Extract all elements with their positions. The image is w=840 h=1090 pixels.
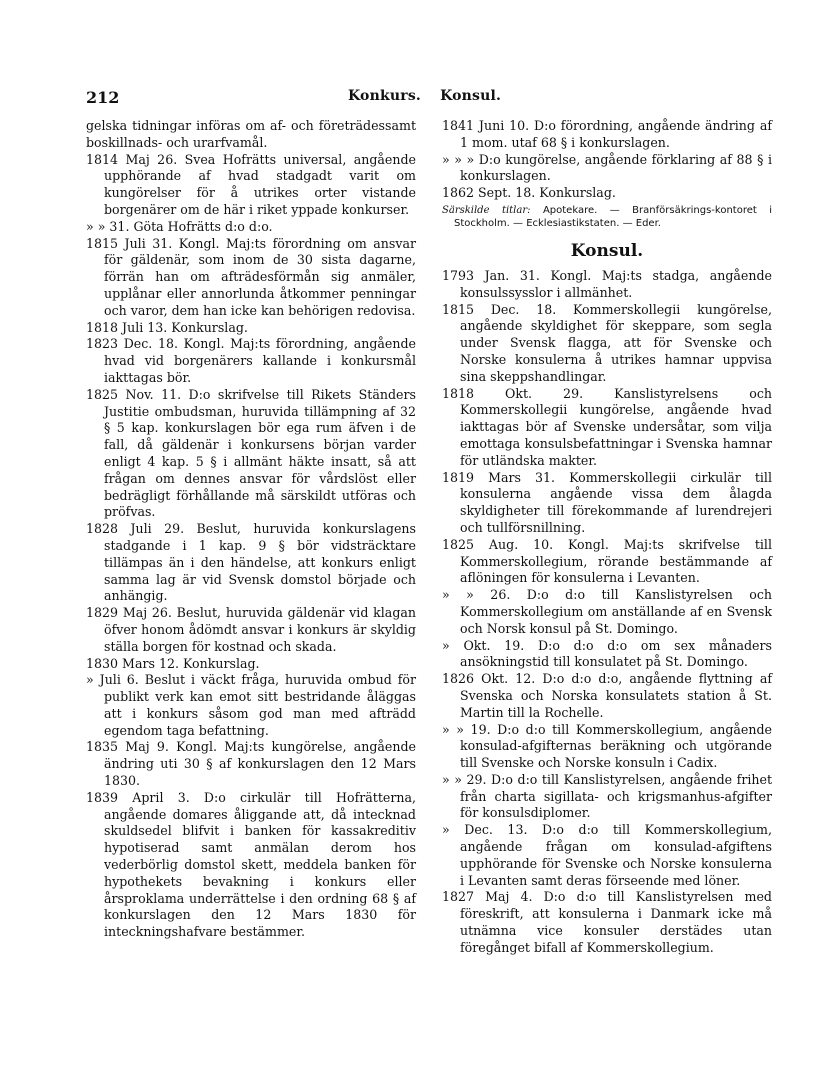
- running-title: [348, 88, 515, 104]
- note-text: Apotekare. — Branförsäkrings-kontoret i Stockholm. — Ecklesiastikstaten. — Eder.: [454, 204, 773, 229]
- entry: 1819 Mars 31. Kommerskollegii cirkulär till konsulerna angående vissa dem ålagda skyldigheter till förekommande af lurendrejeri och tullförsnillning.: [442, 469, 772, 535]
- entry: » » » D:o kungörelse, angående förklaring af 88 § i konkurslagen.: [442, 151, 772, 184]
- entry: 1841 Juni 10. D:o förordning, angående ändring af 1 mom. utaf 68 § i konkurslagen.: [442, 118, 772, 150]
- entry: » Okt. 19. D:o d:o d:o om sex månaders ansökningstid till konsulatet på St. Domingo.: [442, 637, 772, 670]
- entry: » Dec. 13. D:o d:o till Kommerskollegium, angående frågan om konsulad-afgiftens upphörande för Svenske och Norske konsulerna i Levanten samt deras förseende med löner.: [442, 822, 772, 888]
- entry: » » 31. Göta Hofrätts d:o d:o.: [86, 218, 273, 234]
- entry: 1815 Dec. 18. Kommerskollegii kungörelse, angående skyldighet för skeppare, som segla under Svensk flagga, att för Svenske och Norske konsulerna å utrikes hamnar uppvisa sina skeppshandlingar.: [442, 301, 772, 384]
- entry: 1828 Juli 29. Beslut, huruvida konkurslagens stadgande i 1 kap. 9 § bör vidsträcktare tillämpas än i den händelse, att konkurs enligt samma lag är vid Svensk domstol började och anhängig.: [86, 521, 416, 604]
- entry: » » 29. D:o d:o till Kanslistyrelsen, angående frihet från charta sigillata- och krigsmanhus-afgifter för konsulsdiplomer.: [442, 771, 772, 821]
- left-column: [86, 118, 416, 941]
- entry: 1815 Juli 31. Kongl. Maj:ts förordning om ansvar för gäldenär, som inom de 30 sista dagarne, förrän han om afträdesförmån sig anmäler, upplånar eller annorlunda åtkommer penningar och varor, dem han icke kan behörigen redovisa.: [86, 235, 416, 318]
- right-column-top: [442, 118, 772, 202]
- entry: 1814 Maj 26. Svea Hofrätts universal, angående upphörande af hvad stadgadt varit om kungörelser för å utrikes orter vistande borgenärer om de här i riket yppade konkurser.: [86, 151, 416, 217]
- right-column-bottom: [442, 268, 772, 957]
- entry: » » 26. D:o d:o till Kanslistyrelsen och Kommerskollegium om anställande af en Svensk och Norsk konsul på St. Domingo.: [442, 587, 772, 636]
- entry: 1835 Maj 9. Kongl. Maj:ts kungörelse, angående ändring uti 30 § af konkurslagen den 12 Mars 1830.: [86, 739, 416, 789]
- right-column: [442, 118, 772, 957]
- entry: 1862 Sept. 18. Konkurslag.: [442, 185, 616, 201]
- entry: 1818 Juli 13. Konkurslag.: [86, 319, 248, 335]
- running-title-konsul: Konsul.: [440, 88, 502, 104]
- entry: » » 19. D:o d:o till Kommerskollegium, angående konsulad-afgifternas beräkning och utgörande till Svenske och Norske konsuln i Cadix.: [442, 721, 772, 771]
- entry: 1830 Mars 12. Konkurslag.: [86, 655, 260, 671]
- running-title-konkurs: Konkurs.: [348, 88, 421, 104]
- entry: 1829 Maj 26. Beslut, huruvida gäldenär vid klagan öfver honom ådömdt ansvar i konkurs är skyldig ställa borgen för kostnad och skada.: [86, 605, 416, 654]
- entry: 1827 Maj 4. D:o d:o till Kanslistyrelsen med föreskrift, att konsulerna i Danmark icke må utnämna vice konsuler derstädes utan föregånget bifall af Kommerskollegium.: [442, 889, 772, 955]
- entry: 1826 Okt. 12. D:o d:o d:o, angående flyttning af Svenska och Norska konsulatets station å St. Martin till la Rochelle.: [442, 671, 772, 720]
- entry: 1793 Jan. 31. Kongl. Maj:ts stadga, angående konsulssysslor i allmänhet.: [442, 267, 772, 300]
- special-titles-note: [442, 204, 772, 230]
- page-number: 212: [86, 88, 120, 107]
- note-label: Särskilde titlar:: [442, 204, 531, 216]
- page-header: [86, 88, 774, 112]
- entry: » Juli 6. Beslut i väckt fråga, huruvida ombud för publikt verk kan emot sitt bestridande åläggas att i konkurs såsom god man med afträdd egendom taga befattning.: [86, 672, 416, 738]
- entry: 1825 Aug. 10. Kongl. Maj:ts skrifvelse till Kommerskollegium, rörande bestämmande af aflöningen för konsulerna i Levanten.: [442, 536, 772, 586]
- entry: 1825 Nov. 11. D:o skrifvelse till Rikets Ständers Justitie ombudsman, huruvida tillämpning af 32 § 5 kap. konkurslagen bör ega rum äfven i de fall, då gäldenär i konkursens början varder enligt 4 kap. 5 § i allmänt häkte insatt, så att frågan om dennes ansvar för vårdslöst eller bedrägligt förhållande må särskildt utföras och pröfvas.: [86, 386, 416, 520]
- section-title: Konsul.: [570, 240, 644, 261]
- entry: gelska tidningar införas om af- och företrädessamt boskillnads- och urarfvamål.: [86, 118, 416, 150]
- entry: 1818 Okt. 29. Kanslistyrelsens och Kommerskollegii kungörelse, angående hvad iakttagas bör af Svenske undersåtar, som vilja emottaga konsulsbefattningar i Svenska hamnar för utländska makter.: [442, 385, 772, 468]
- entry: 1839 April 3. D:o cirkulär till Hofrätterna, angående domares åliggande att, då intecknad skuldsedel blifvit i banken för kassakreditiv hypotiserad samt anmälan derom hos vederbörlig domstol skett, meddela banken för hypothekets bevakning i konkurs eller årsproklama underrättelse i den ordning 68 § af konkurslagen den 12 Mars 1830 för inteckningshafvare bestämmer.: [86, 789, 416, 940]
- entry: 1823 Dec. 18. Kongl. Maj:ts förordning, angående hvad vid borgenärers kallande i konkursmål iakttagas bör.: [86, 336, 416, 385]
